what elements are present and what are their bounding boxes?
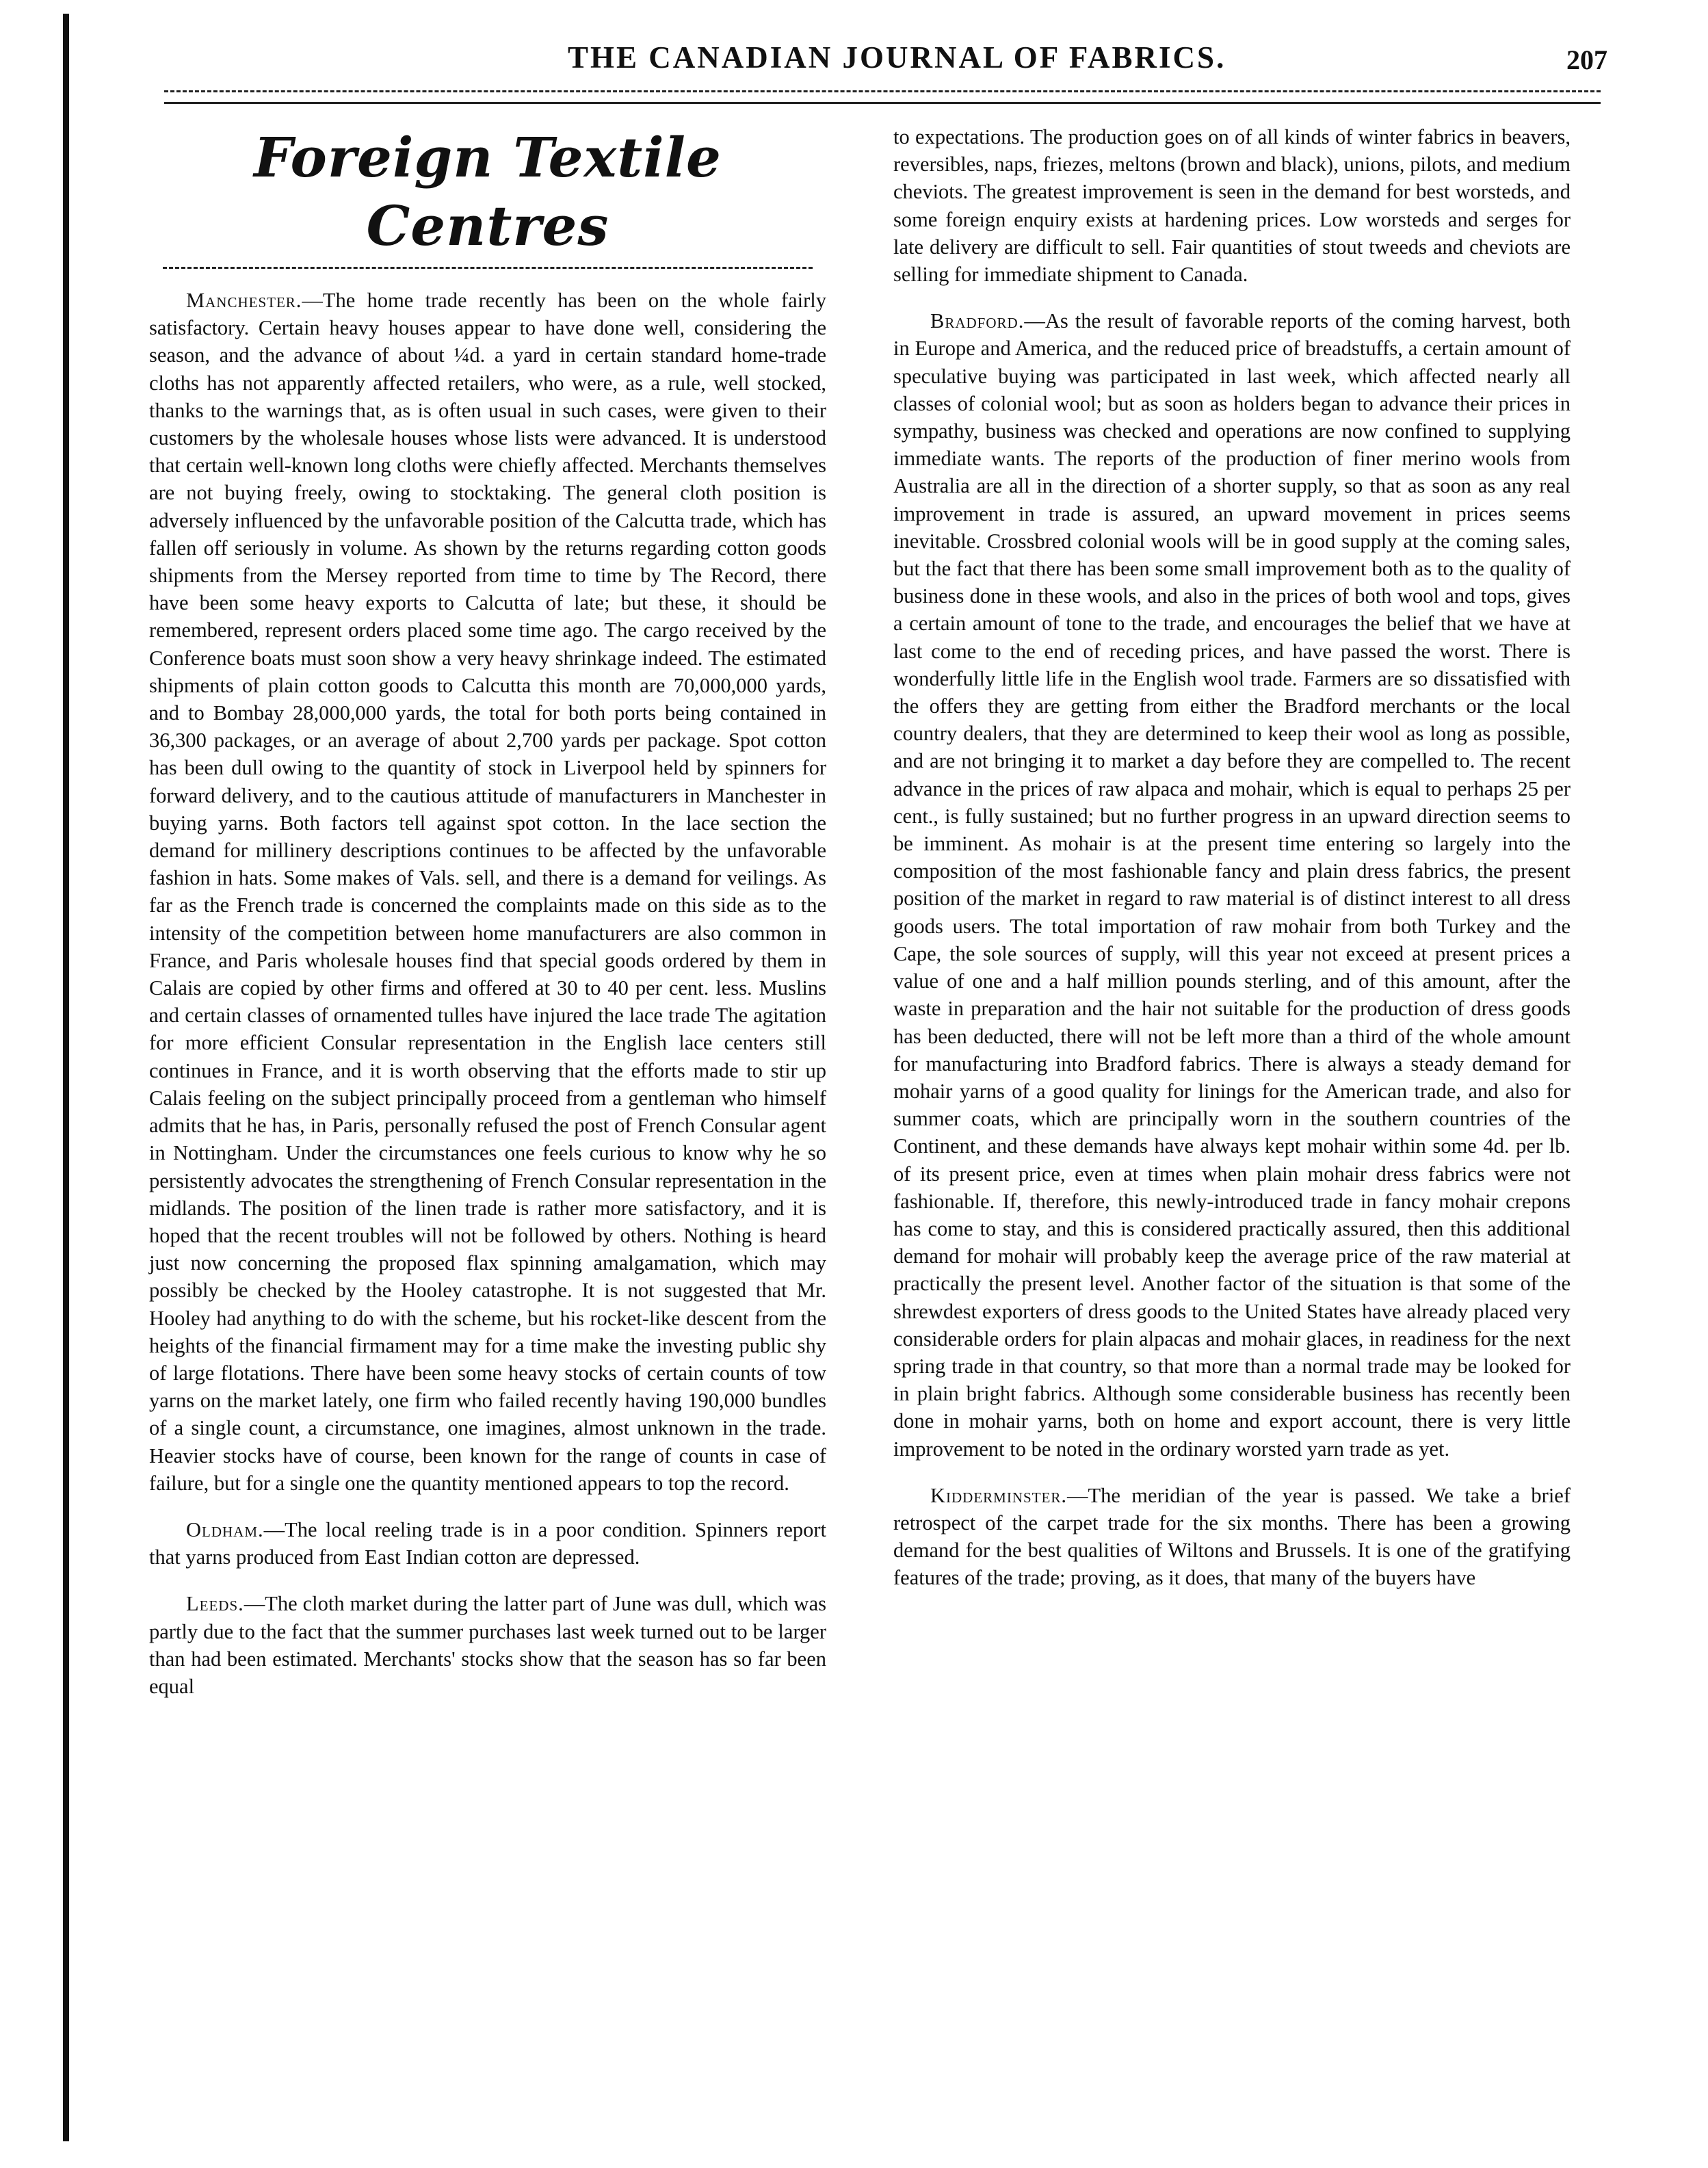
place-leeds: Leeds. (186, 1592, 244, 1616)
text-oldham: —The local reeling trade is in a poor condition. Spinners report that yarns produced from East Indian cotton are depressed. (149, 1517, 826, 1569)
text-bradford: —As the result of favorable reports of the coming harvest, both in Europe and America, and the reduced price of breadstuffs, a certain amount of speculative buying was participated in last week, which affected nearly all classes of colonial wool; but as soon as holders began to advance their prices in sympathy, business was checked and operations are now confined to supplying immediate wants. The reports of the production of finer merino wools from Australia are all in the direction of a shorter supply, so that as soon as any real improvement in trade is assured, an upward movement in prices seems inevitable. Crossbred colonial wools will be in good supply at the coming sales, but the fact that there has been some small improvement both as to the quality of business done in these wools, and also in the prices of both wool and tops, gives a certain amount of tone to the trade, and encourages the belief that we have at last come to the end of receding prices, and have passed the worst. There is wonderfully little life in the English wool trade. Farmers are so dissatisfied with the offers they are getting from either the Bradford merchants or the local country dealers, that they are determined to keep their wool as long as possible, and are not bringing it to market a day before they are compelled to. The recent advance in the prices of raw alpaca and mohair, which is equal to perhaps 25 per cent., is fully sustained; but no further progress in an upward direction seems to be imminent. As mohair is at the present time entering so largely into the composition of the most fashionable fancy and plain dress fabrics, the present position of the market in regard to raw material is of distinct interest to all dress goods users. The total importation of raw mohair from both Turkey and the Cape, the sole sources of supply, will this year not exceed at present prices a value of one and a half million pounds sterling, and of this amount, after the waste in preparation and the hair not suitable for the production of dress goods has been deducted, there will not be left more than a third of the whole amount for manufacturing into Bradford fabrics. There is always a steady demand for mohair yarns of a good quality for linings for the American trade, and also for summer coats, which are principally worn in the southern countries of the Continent, and these demands have always kept mohair within some 4d. per lb. of its present price, even at times when plain mohair dress fabrics were not fashionable. If, therefore, this newly-introduced trade in fancy mohair crepons has come to stay, and this is considered practically assured, then this additional demand for mohair will probably keep the average price of the raw material at practically the present level. Another factor of the situation is that some of the shrewdest exporters of dress goods to the United States have already placed very considerable orders for plain alpacas and mohair glaces, in readiness for the next spring trade in that country, so that more than a normal trade may be looked for in plain bright fabrics. Although some considerable business has recently been done in mohair yarns, both on home and export account, there is very little improvement to be noted in the ordinary worsted yarn trade as yet. (893, 309, 1571, 1461)
paragraph-bradford (893, 307, 1571, 1463)
paragraph-kidderminster (893, 1482, 1571, 1592)
title-rule (163, 267, 813, 269)
paragraph-manchester (149, 287, 826, 1497)
place-bradford: Bradford. (930, 309, 1025, 333)
place-manchester: Manchester. (186, 289, 302, 312)
running-head (205, 40, 1607, 88)
paragraph-oldham (149, 1516, 826, 1571)
section-title: Foreign Textile Centres (254, 125, 722, 258)
text-manchester: —The home trade recently has been on the whole fairly satisfactory. Certain heavy houses appear to have done well, considering the season, and the advance of about ¼d. a yard in certain standard home-trade cloths has not apparently affected retailers, who were, as a rule, well stocked, thanks to the warnings that, as is often usual in such cases, were given to their customers by the wholesale houses whose lists were advanced. It is understood that certain well-known long cloths were chiefly affected. Merchants themselves are not buying freely, owing to stocktaking. The general cloth position is adversely influenced by the unfavorable position of the Calcutta trade, which has fallen off seriously in volume. As shown by the returns regarding cotton goods shipments from the Mersey reported from time to time by The Record, there have been some heavy exports to Calcutta of late; but these, it should be remembered, represent orders placed some time ago. The cargo received by the Conference boats must soon show a very heavy shrinkage indeed. The estimated shipments of plain cotton goods to Calcutta this month are 70,000,000 yards, and to Bombay 28,000,000 yards, the total for both ports being contained in 36,300 packages, or an average of about 2,700 yards per package. Spot cotton has been dull owing to the quantity of stock in Liverpool held by spinners for forward delivery, and to the cautious attitude of manufacturers in Manchester in buying yarns. Both factors tell against spot cotton. In the lace section the demand for millinery descriptions continues to be affected by the unfavorable fashion in hats. Some makes of Vals. sell, and there is a demand for veilings. As far as the French trade is concerned the complaints made on this side as to the intensity of the competition between home manufacturers are also common in France, and Paris wholesale houses find that special goods ordered by them in Calais are copied by other firms and offered at 30 to 40 per cent. less. Muslins and certain classes of ornamented tulles have injured the lace trade The agitation for more efficient Consular representation in the English lace centers still continues in France, and it is worth observing that the efforts made to stir up Calais feeling on the subject principally proceed from a gentleman who himself admits that he has, in Paris, personally refused the post of French Consular agent in Nottingham. Under the circumstances one feels curious to know why he so persistently advocates the strengthening of French Consular representation in the midlands. The position of the linen trade is rather more satisfactory, and it is hoped that the recent troubles will not be followed by others. Nothing is heard just now concerning the proposed flax spinning amalgamation, which may possibly be checked by the Hooley catastrophe. It is not suggested that Mr. Hooley had anything to do with the scheme, but his rocket-like descent from the heights of the financial firmament may for a time make the investing public shy of large flotations. There have been some heavy stocks of certain counts of tow yarns on the market lately, one firm who failed recently having 190,000 bundles of a single count, a circumstance, one imagines, almost unknown in the trade. Heavier stocks have of course, been known for the range of counts in case of failure, but for a single one the quantity mentioned appears to top the record. (149, 289, 826, 1495)
right-column (893, 123, 1571, 1611)
text-leeds: —The cloth market during the latter part of June was dull, which was partly due to the fact that the summer purchases last week turned out to be larger than had been estimated. Merchants' stocks show that the season has so far been equal (149, 1592, 826, 1698)
journal-title: THE CANADIAN JOURNAL OF FABRICS. (568, 40, 1226, 75)
header-rule (164, 90, 1601, 104)
paragraph-leeds (149, 1590, 826, 1700)
text-kidderminster: —The meridian of the year is passed. We take a brief retrospect of the carpet trade for the six months. There has been a growing demand for the best qualities of Wiltons and Brussels. It is one of the gratifying features of the trade; proving, as it does, that many of the buyers have (893, 1483, 1571, 1590)
place-kidderminster: Kidderminster. (930, 1483, 1067, 1507)
page-number: 207 (1566, 44, 1607, 75)
paragraph-leeds-continued: to expectations. The production goes on of all kinds of winter fabrics in beavers, reversibles, naps, friezes, meltons (brown and black), unions, pilots, and medium cheviots. The greatest improvement is seen in the demand for best worsteds, and some foreign enquiry exists at hardening prices. Low worsteds and serges for late delivery are difficult to sell. Fair quantities of stout tweeds and cheviots are selling for immediate shipment to Canada. (893, 125, 1571, 287)
place-oldham: Oldham. (186, 1517, 264, 1541)
left-column (149, 123, 826, 1719)
margin-rule (63, 14, 69, 2141)
